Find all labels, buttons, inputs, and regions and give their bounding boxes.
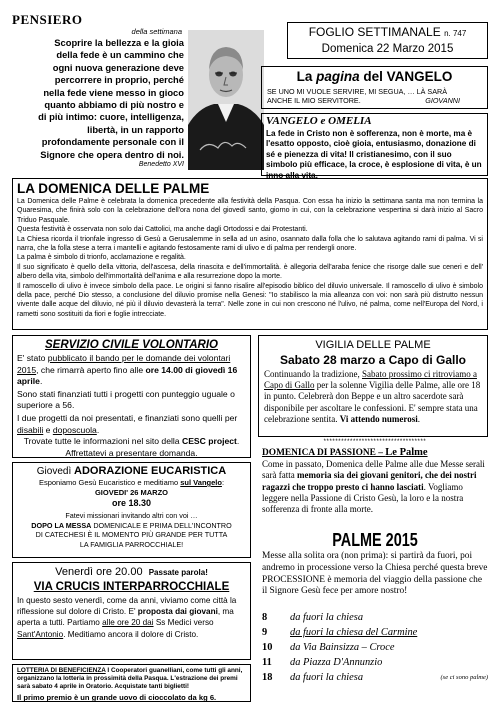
servizio-text-part: Trovate tutte le informazioni nel sito della — [23, 436, 182, 447]
servizio-text — [17, 413, 246, 436]
article-paragraph: La Chiesa ricorda il trionfale ingresso di Gesù a Gerusalemme in sella ad un asino, osannato dalla folla che lo salutava agitando rami di palma. Vi si narra, che la folla stese a terra i mantelli e agitando festosamente rami di ulivo e di palma per rendergli onore. — [17, 235, 483, 253]
omelia-text: La fede in Cristo non è sofferenza, non è morte, ma è l'esatto opposto, cioè gioia, entusiasmo, donazione di sé e pienezza di vita! Il cristianesimo, con il suo simbolo più efficace, la croce, è esplosione di vita, è un inno alla vita. — [266, 129, 482, 180]
schedule-place: da fuori la chiesa — [290, 672, 364, 683]
vangelo-quote-line: SE UNO MI VUOLE SERVIRE, MI SEGUA, … LÀ SARÀ — [267, 87, 447, 96]
vangelo-quote-line — [267, 96, 482, 105]
vangelo-quote — [267, 87, 482, 105]
palme-2015-text: Messe alla solita ora (non prima): si partirà da fuori, poi andremo in processione verso la Chiesa perché questa breve PROCESSIONE è memoria del viaggio della passione che il Signore Gesù fece per amore nostro! — [262, 551, 488, 597]
servizio-text-part: pubblicato il bando per le domande dei volontari 2015 — [17, 353, 231, 375]
adorazione-sub-part: : — [221, 478, 225, 487]
vigilia-title: VIGILIA DELLE PALME — [315, 339, 431, 351]
servizio-deadline: ore 14.00 di giovedì 16 aprile — [17, 364, 238, 387]
article-paragraph: Questa festività è osservata non solo dai Cattolici, ma anche dagli Ortodossi e dai Protestanti. — [17, 226, 308, 234]
via-crucis-box — [12, 562, 251, 660]
pensiero-text — [12, 37, 184, 161]
vigilia-text-part: Continuando la tradizione, — [264, 369, 362, 379]
servizio-text-part: , che rimarrà aperto fino alle — [36, 364, 146, 375]
via-crucis-text-part: alle ore 20 dai — [102, 618, 154, 628]
schedule-time: 11 — [262, 657, 272, 668]
pensiero-line: quanto abbiamo di più nostro e — [44, 99, 184, 111]
servizio-civile-box — [12, 335, 251, 458]
vigilia-text — [264, 369, 482, 425]
schedule-time: 18 — [262, 672, 273, 683]
passione-text-part: . Vogliamo leggere nella Passione di Cristo Gesù, la loro e la nostra sofferenza di fronte alla morte. — [262, 481, 464, 515]
vangelo-title-part: del VANGELO — [359, 69, 453, 84]
vangelo-page-title — [267, 69, 482, 85]
cesc-project-link[interactable]: CESC project — [181, 436, 237, 447]
procession-schedule — [262, 610, 488, 685]
adorazione-footer-part: DOPO LA MESSA — [31, 520, 92, 530]
schedule-note: (se ci sono palme) — [440, 674, 488, 681]
lotteria-body: I Cooperatori guanelliani, come tutti gli anni, organizzano la lotteria in prossimità della Pasqua. L'estrazione dei premi sarà sabato 4 aprile in Oratorio. Acquistate tanti biglietti! — [17, 667, 243, 690]
adorazione-title-part: Giovedì — [36, 466, 75, 477]
via-crucis-text-part: In questo sesto venerdì, come da anni, viviamo come città la riflessione sul dolore di Cristo. E' — [17, 596, 237, 617]
pensiero-author: Benedetto XVI — [138, 161, 184, 169]
passate-parola: Passate parola! — [148, 568, 208, 577]
schedule-time: 10 — [262, 642, 273, 653]
via-crucis-title — [17, 580, 246, 594]
omelia-box — [261, 113, 488, 180]
adorazione-date: GIOVEDI' 26 MARZO — [94, 488, 169, 497]
pensiero-line: ogni nuova generazione deve — [52, 61, 184, 73]
passione-title — [262, 447, 488, 459]
pensiero-line: libertà, in un rapporto — [87, 123, 184, 135]
pensiero-line: percorrere in proprio, perché — [54, 74, 184, 86]
domenica-palme-title: LA DOMENICA DELLE PALME — [17, 181, 210, 196]
schedule-row — [262, 655, 488, 670]
article-paragraph: La palma è simbolo di trionfo, acclamazione e regalità. — [17, 254, 186, 262]
portrait-illustration — [188, 30, 264, 170]
vigilia-text-part: . — [417, 413, 420, 424]
pensiero-line: Signore che opera dentro di noi. — [40, 148, 184, 160]
adorazione-sub-part: Esponiamo Gesù Eucaristico e meditiamo — [38, 478, 181, 487]
servizio-text-part: I due progetti da noi presentati, e finanziati sono quelli per — [17, 412, 238, 423]
pensiero-line: Scoprire la bellezza e la gioia — [54, 37, 184, 48]
via-crucis-text-part: Sant'Antonio — [17, 629, 64, 639]
lotteria-title: LOTTERIA DI BENEFICIENZA — [17, 667, 106, 674]
servizio-text: Sono stati finanziati tutti i progetti con punteggio uguale o superiore a 56. — [17, 388, 235, 411]
passione-text-part: memoria sia dei giovani genitori, che dei nostri ragazzi che troppo presto ci hanno lasciati — [262, 470, 477, 492]
portrait-photo — [188, 30, 264, 170]
servizio-text-part: . — [236, 436, 240, 447]
lotteria-box — [12, 664, 251, 702]
servizio-title: SERVIZIO CIVILE VOLONTARIO — [45, 339, 218, 351]
schedule-row — [262, 625, 488, 640]
adorazione-footer-line: LA FAMIGLIA PARROCCHIALE! — [79, 539, 184, 549]
adorazione-sub-part: sul Vangelo — [180, 478, 222, 487]
servizio-text-part: . — [39, 376, 43, 387]
adorazione-footer-part: DOMENICALE E PRIMA DELL'INCONTRO — [91, 520, 232, 530]
via-crucis-time-text: Venerdì ore 20.00 — [55, 566, 143, 578]
schedule-row — [262, 610, 488, 625]
passione-title-part: DOMENICA DI PASSIONE – — [262, 448, 386, 458]
vigilia-text-part: Sabato prossimo ci ritroviamo a Capo di Gallo — [264, 369, 477, 391]
schedule-time: 9 — [262, 627, 268, 638]
vangelo-source: GIOVANNI — [425, 96, 460, 105]
pensiero-subtitle: della settimana — [131, 27, 182, 36]
servizio-text — [17, 436, 246, 448]
passione-text-part: Come in passato, Domenica delle Palme alle due Messe serali sarà fatta — [262, 459, 485, 481]
passione-section — [262, 447, 488, 515]
passione-text — [262, 459, 488, 515]
schedule-place: da fuori la chiesa del Carmine — [290, 627, 418, 638]
servizio-text-part: disabili — [17, 424, 44, 435]
vigilia-text-part: per la solenne Vigilia delle Palme, alle ore 18 in punto. Celebrerà don Beppe e un altro sacerdote sarà disponibile per ascoltare le confessioni. E' sempre stata una celebrazione sentita. — [264, 380, 481, 424]
adorazione-title-part: ADORAZIONE EUCARISTICA — [74, 465, 227, 477]
lotteria-text — [17, 667, 246, 691]
pensiero-line: nella fede viene messo in gioco — [43, 86, 184, 98]
header-date: Domenica 22 Marzo 2015 — [321, 43, 454, 55]
via-crucis-title-part: VIA CRUCIS — [33, 581, 103, 593]
servizio-text: Affrettatevi a presentare domanda. — [65, 447, 198, 458]
article-paragraph: Il ramoscello di ulivo è invece simbolo della pace. Le origini si fanno risalire all'episodio biblico del diluvio universale. Il ramoscello di ulivo è simbolo della pace, perché Dio stesso, a conclusione del diluvio promise nella Genesi: "Io stabilisco la mia alleanza con voi: non sarà più distrutto nessun vivente dalle acque del diluvio, né più il diluvio devasterà la terra". Nelle zone in cui non crescono né l'ulivo, né palma, come nell'Europa del Nord, i rametti sono sostituiti da fiori e foglie intrecciate. — [17, 282, 483, 318]
via-crucis-text-part: Ss Medici verso — [153, 618, 214, 628]
adorazione-footer-line: Fatevi missionari invitando altri con voi … — [65, 511, 198, 520]
header-title-row — [288, 24, 487, 42]
adorazione-footer-line: DI CATECHESI È IL MOMENTO PIÙ GRANDE PER TUTTA — [35, 530, 228, 540]
via-crucis-text-part: , ma aperta a tutti. Partiamo — [17, 607, 234, 628]
issue-number: n. 747 — [444, 29, 467, 38]
domenica-palme-article — [12, 178, 488, 330]
vangelo-page-box — [261, 66, 488, 109]
servizio-text-part: doposcuola — [52, 424, 97, 435]
adorazione-footer — [17, 511, 246, 549]
vangelo-quote-line-text: ANCHE IL MIO SERVITORE. — [267, 96, 361, 105]
servizio-text — [17, 353, 246, 388]
schedule-place: da Piazza D'Annunzio — [290, 657, 383, 668]
via-crucis-time — [17, 565, 246, 580]
servizio-text-part: . — [96, 424, 100, 435]
vangelo-title-part: La — [296, 69, 317, 84]
servizio-text-part: e — [43, 424, 53, 435]
passione-title-part: Le Palme — [385, 447, 428, 458]
pensiero-section — [12, 12, 184, 172]
article-paragraph: Il suo significato è quello della vittoria, dell'ascesa, della rinascita e dell'immortalità. è allegoria dell'araba fenice che risorge dalle sue ceneri e dell' albero della vita, simbolo dell'immortalità dell'anima e alla resurrezione dopo la morte. — [17, 263, 483, 281]
article-paragraph: La Domenica delle Palme è celebrata la domenica precedente alla festività della Pasqua. Con essa ha inizio la settimana santa ma non termina la Quaresima, che finirà solo con la celebrazione dell'ora nona del giovedì santo, giorno in cui, con la celebrazione vespertina si darà inizio al Sacro Triduo Pasquale. — [17, 198, 483, 224]
pensiero-line: della fede è un cammino che — [56, 49, 184, 61]
via-crucis-text-part: . Meditiamo ancora il dolore di Cristo. — [63, 629, 199, 639]
bulletin-header — [287, 22, 488, 59]
via-crucis-text-part: proposta dai giovani — [137, 607, 218, 617]
servizio-text-part: E' stato — [17, 353, 48, 363]
schedule-time: 8 — [262, 612, 268, 623]
adorazione-subtitle — [17, 478, 246, 488]
omelia-title: VANGELO e OMELIA — [266, 115, 372, 127]
vangelo-title-part: pagina — [316, 69, 360, 84]
vigilia-subtitle: Sabato 28 marzo a Capo di Gallo — [279, 353, 467, 367]
schedule-row — [262, 670, 488, 685]
vigilia-text-part: Vi attendo numerosi — [339, 413, 418, 424]
adorazione-footer-line — [17, 521, 246, 531]
adorazione-time: ore 18.30 — [111, 498, 152, 508]
schedule-place: da Via Bainsizza – Croce — [290, 642, 395, 653]
star-divider: *********************************** — [323, 439, 427, 445]
via-crucis-text — [17, 595, 246, 640]
adorazione-box — [12, 462, 251, 558]
vigilia-box — [258, 335, 488, 437]
schedule-place: da fuori la chiesa — [290, 612, 364, 623]
adorazione-title — [17, 465, 246, 478]
pensiero-title: PENSIERO — [12, 12, 83, 27]
pensiero-line: di più intimo: cuore, intelligenza, — [38, 111, 184, 123]
via-crucis-title-part: INTERPARROCCHIALE — [102, 581, 230, 593]
palme-2015-title: PALME 2015 — [332, 529, 418, 550]
header-title: FOGLIO SETTIMANALE — [308, 25, 441, 39]
lotteria-prize: Il primo premio è un grande uovo di cioccolato da kg 6. — [17, 693, 217, 702]
schedule-row — [262, 640, 488, 655]
pensiero-line: profondamente personale con il — [41, 136, 184, 148]
